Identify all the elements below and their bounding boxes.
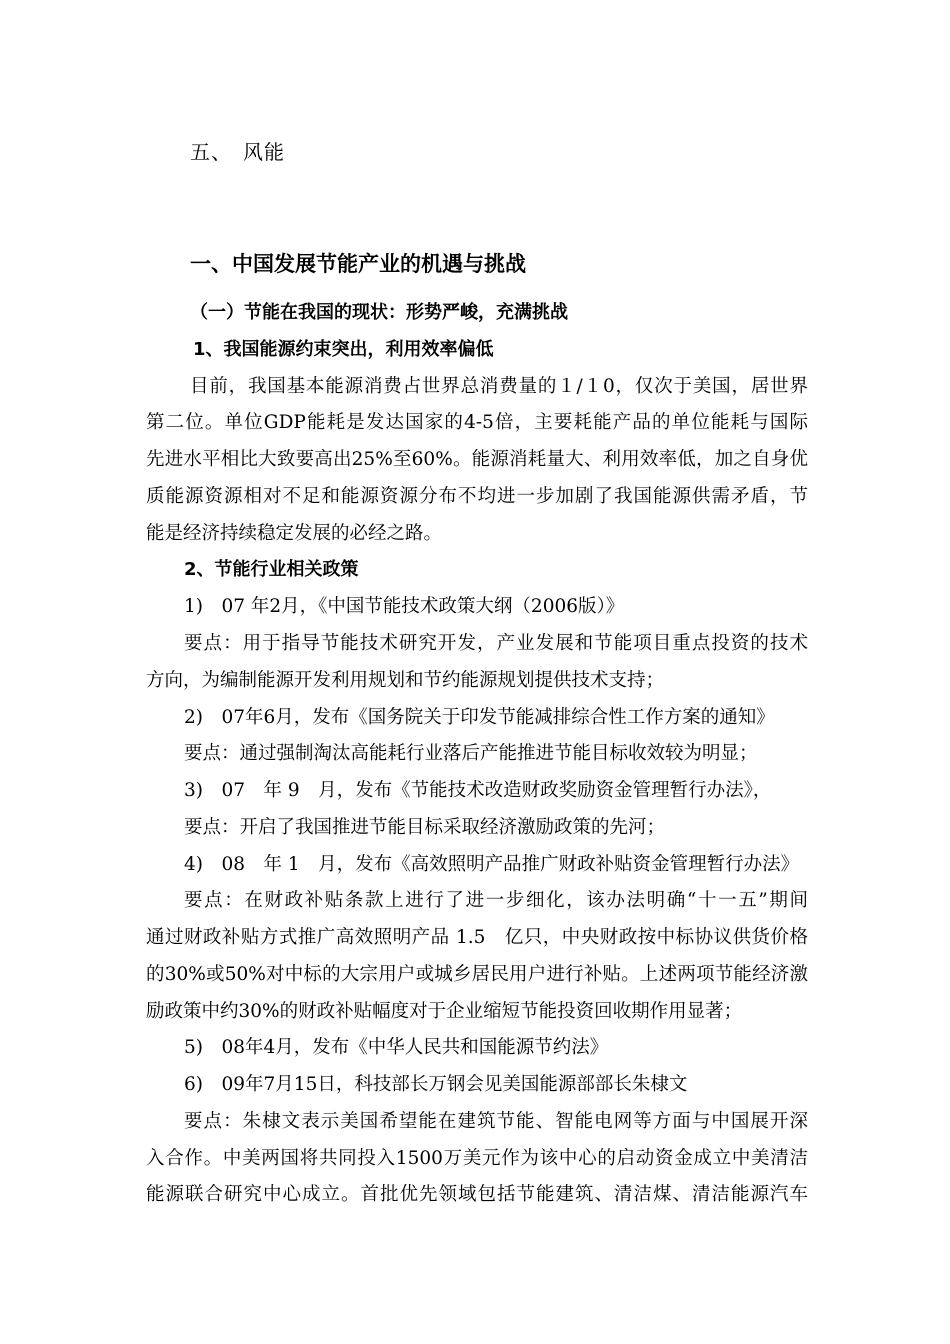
policy-item: 3) 07 年 9 月，发布《节能技术改造财政奖励资金管理暂行办法》， <box>184 780 772 801</box>
paragraph-line: 先进水平相比大致要高出25%至60%。能源消耗量大、利用效率低，加之自身优 <box>146 449 808 470</box>
policy-note-line: 要点：在财政补贴条款上进行了进一步细化，该办法明确“十一五”期间 <box>184 890 808 911</box>
paragraph-line: 第二位。单位GDP能耗是发达国家的4-5倍，主要耗能产品的单位能耗与国际 <box>146 412 808 433</box>
paragraph-line: 质能源资源相对不足和能源资源分布不均进一步加剧了我国能源供需矛盾，节 <box>146 486 808 507</box>
policy-note-line: 要点：用于指导节能技术研究开发，产业发展和节能项目重点投资的技术 <box>184 633 808 654</box>
policy-note-line: 方向，为编制能源开发利用规划和节约能源规划提供技术支持； <box>146 670 665 691</box>
policy-note-line: 励政策中约30%的财政补贴幅度对于企业缩短节能投资回收期作用显著； <box>146 1001 743 1022</box>
policy-item: 5) 08年4月，发布《中华人民共和国能源节约法》 <box>184 1037 609 1058</box>
policy-item: 4) 08 年 1 月，发布《高效照明产品推广财政补贴资金管理暂行办法》 <box>184 854 800 875</box>
policy-note-line: 的30%或50%对中标的大宗用户或城乡居民用户进行补贴。上述两项节能经济激 <box>146 964 808 985</box>
subsection-item-heading-1: 1、我国能源约束突出，利用效率偏低 <box>193 339 494 360</box>
policy-note-line: 入合作。中美两国将共同投入1500万美元作为该中心的启动资金成立中美清洁 <box>146 1148 808 1169</box>
subsection-item-heading-2: 2、节能行业相关政策 <box>184 559 359 580</box>
paragraph-line: 能是经济持续稳定发展的必经之路。 <box>146 523 443 544</box>
section-heading-wind-energy: 五、 风能 <box>190 140 285 164</box>
policy-note-line: 要点：开启了我国推进节能目标采取经济激励政策的先河； <box>184 817 666 838</box>
policy-item: 6) 09年7月15日，科技部长万钢会见美国能源部部长朱棣文 <box>184 1074 688 1095</box>
policy-note-line: 能源联合研究中心成立。首批优先领域包括节能建筑、清洁煤、清洁能源汽车 <box>146 1184 808 1205</box>
policy-item: 1) 07 年2月，《中国节能技术政策大纲（2006版）》 <box>184 596 625 617</box>
policy-item: 2) 07年6月，发布《国务院关于印发节能减排综合性工作方案的通知》 <box>184 707 775 728</box>
policy-note-line: 要点：朱棣文表示美国希望能在建筑节能、智能电网等方面与中国展开深 <box>184 1111 808 1132</box>
policy-note-line: 通过财政补贴方式推广高效照明产品 1.5 亿只，中央财政按中标协议供货价格 <box>146 927 808 948</box>
subsection-heading: （一）节能在我国的现状：形势严峻，充满挑战 <box>190 302 568 323</box>
chapter-heading: 一、中国发展节能产业的机遇与挑战 <box>190 252 526 276</box>
policy-note-line: 要点：通过强制淘汰高能耗行业落后产能推进节能目标收效较为明显； <box>184 743 758 764</box>
paragraph-line: 目前，我国基本能源消费占世界总消费量的１/１0，仅次于美国，居世界 <box>190 376 808 397</box>
